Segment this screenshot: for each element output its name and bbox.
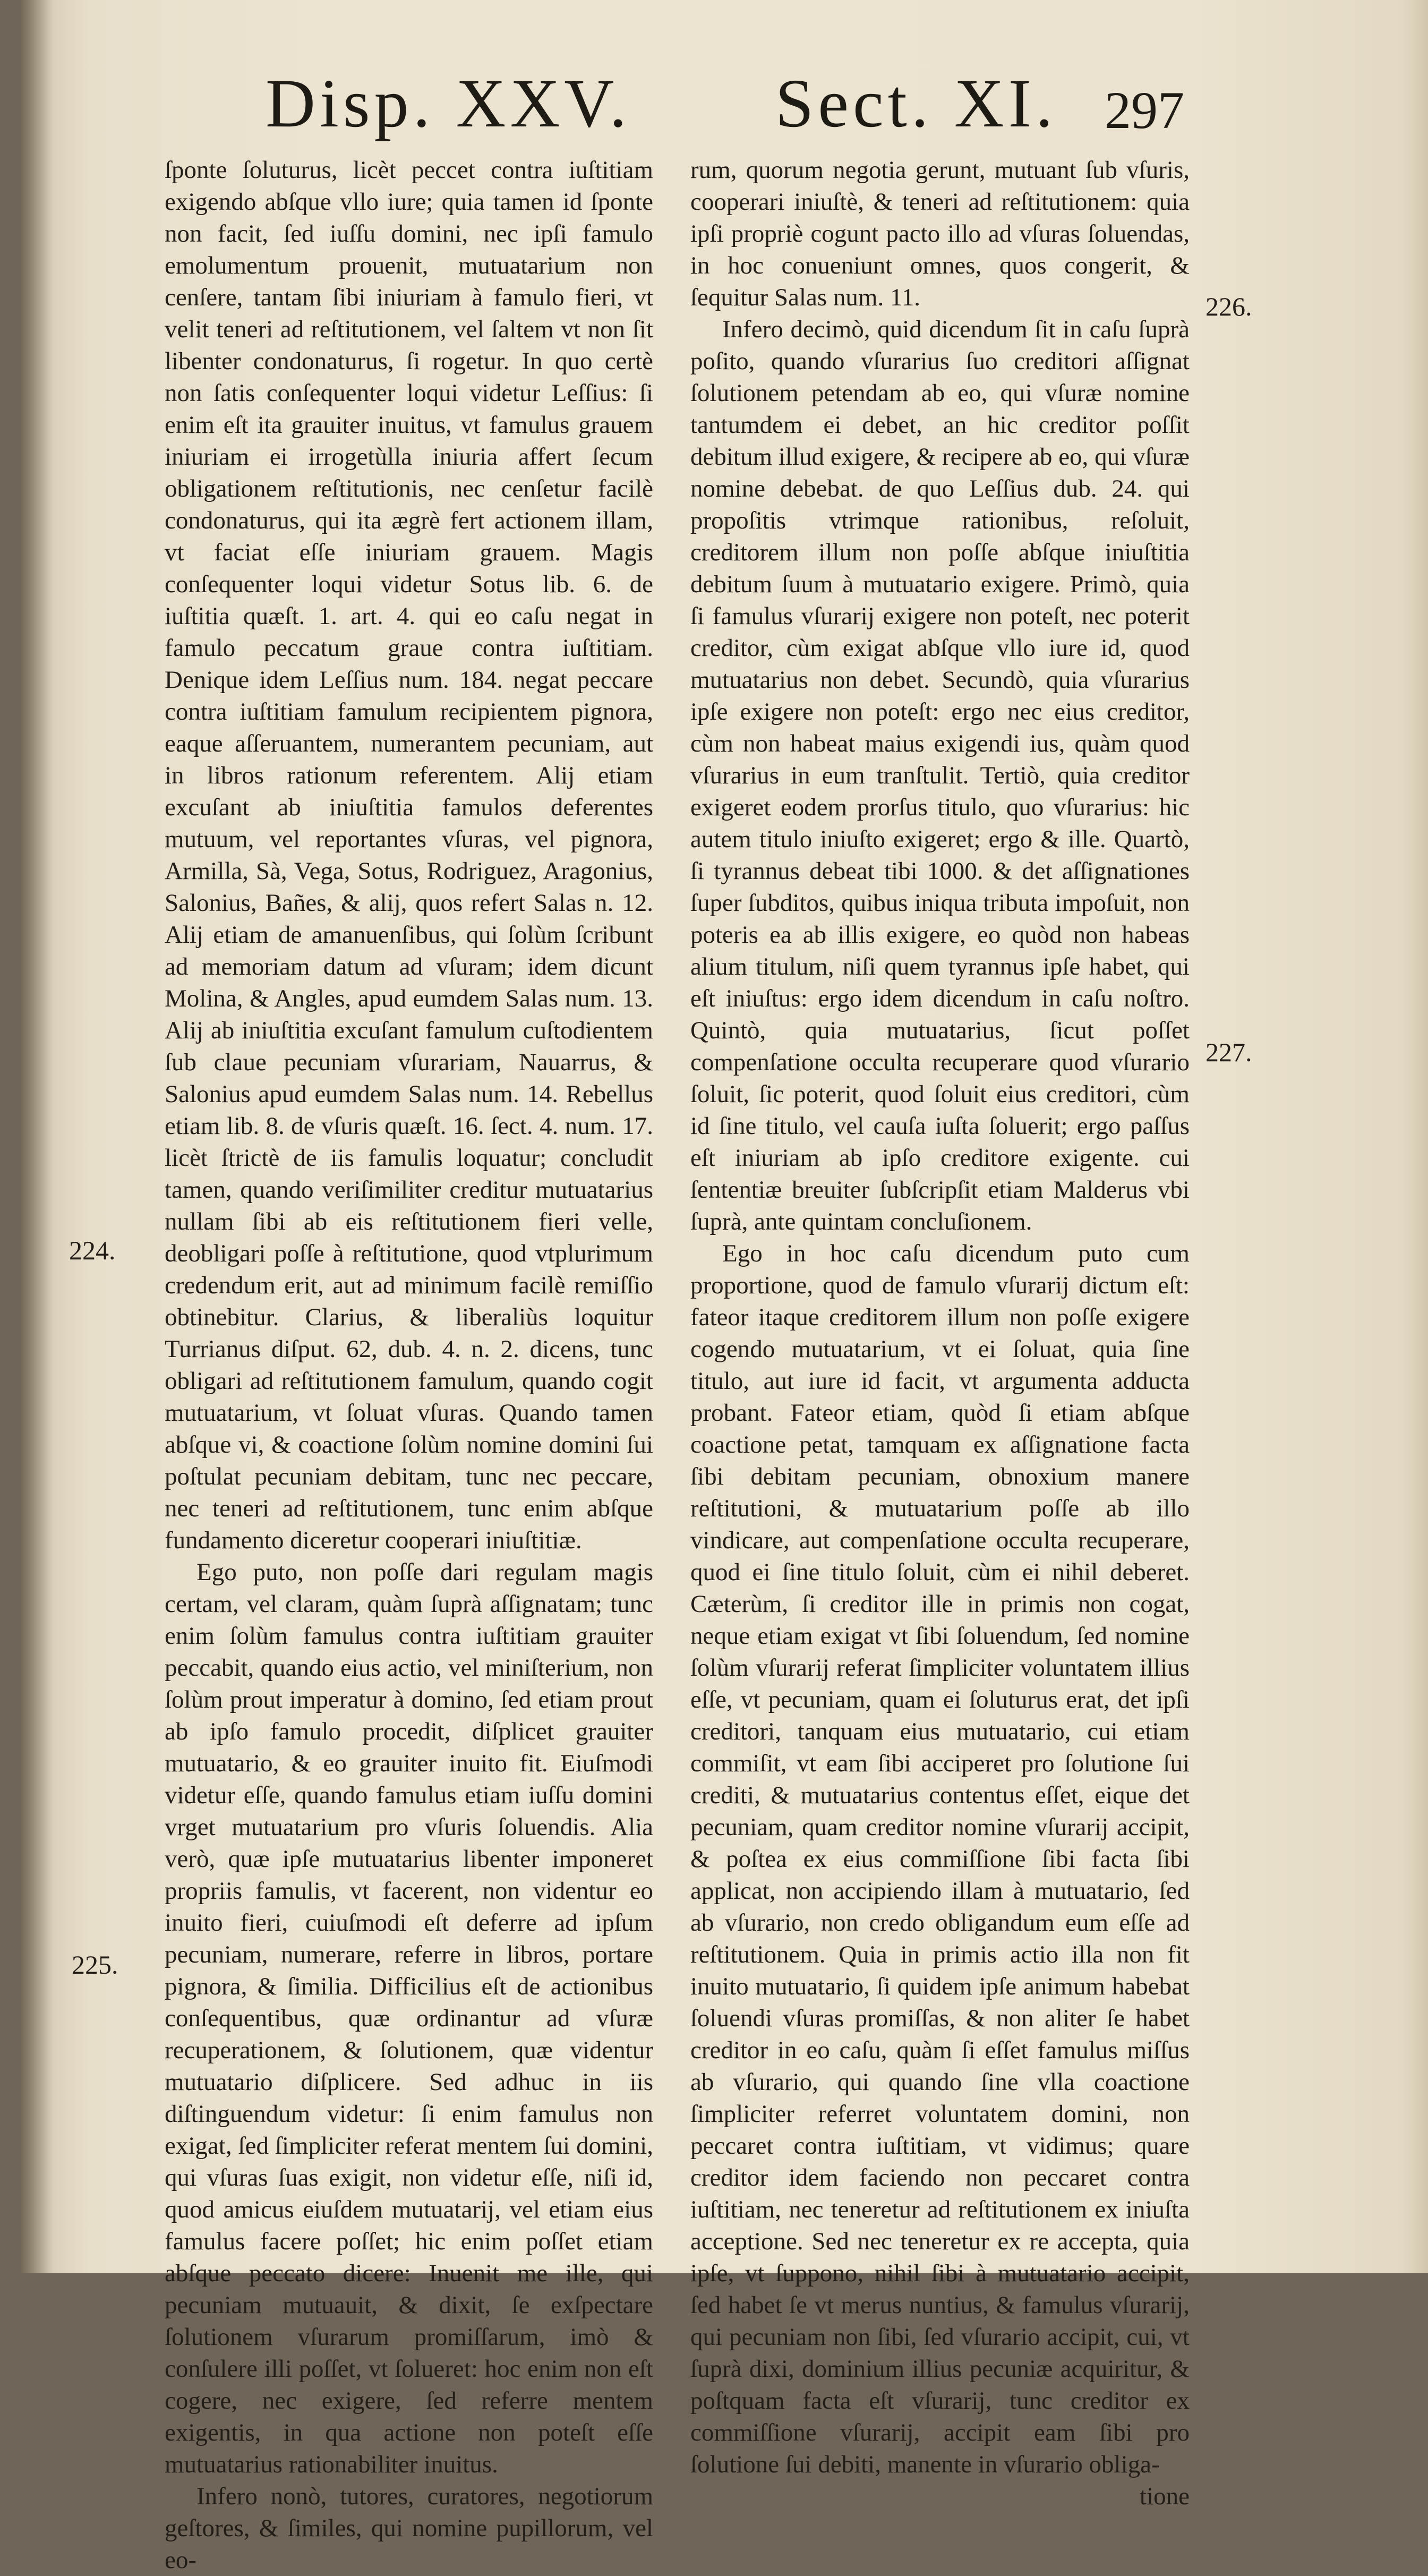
right-paragraph-2: Infero decimò, quid dicendum ſit in caſu ſuprà poſito, quando vſurarius ſuo creditori aſſignat ſolutionem petendam ab eo, qui vſuræ nomine tantumdem ei debet, an hic creditor poſſit debitum illud exigere, & recipere ab eo, qui vſuræ nomine debebat. de quo Leſſius dub. 24. qui propoſitis vtrimque rationibus, reſoluit, creditorem illum non poſſe abſque iniuſtitia debitum ſuum à mutuatario exigere. Primò, quia ſi famulus vſurarij exigere non poteſt, nec poterit creditor, cùm exigat abſque vllo iure id, quod mutuatarius non debet. Secundò, quia vſurarius ipſe exigere non poteſt: ergo nec eius creditor, cùm non habeat maius exigendi ius, quàm quod vſurarius in eum tranſtulit. Tertiò, quia creditor exigeret eodem prorſus titulo, quo vſurarius: hic autem titulo iniuſto exigeret; ergo & ille. Quartò, ſi tyrannus debeat tibi 1000. & det aſſignationes ſuper ſubditos, quibus iniqua tributa impoſuit, non poteris ea ab illis exigere, eo quòd non habeas alium titulum, niſi quem tyrannus ipſe habet, qui eſt iniuſtus: ergo idem dicendum in caſu noſtro. Quintò, quia mutuatarius, ſicut poſſet compenſatione occulta recuperare quod vſurario ſoluit, ſic poterit, quod ſoluit eius creditori, cùm id ſine titulo, vel cauſa iuſta ſoluerit; ergo paſſus eſt iniuriam ab ipſo creditore exigente. cui ſententiæ breuiter ſubſcripſit etiam Malderus vbi ſuprà, ante quintam concluſionem. bbox=[690, 315, 1190, 1235]
right-column bbox=[690, 154, 1190, 2512]
running-head-section: Sect. XI. bbox=[775, 65, 1057, 142]
margin-number-225: 225. bbox=[72, 1950, 118, 1980]
left-paragraph-1: ſponte ſoluturus, licèt peccet contra iuſtitiam exigendo abſque vllo iure; quia tamen id ſponte non facit, ſed iuſſu domini, nec ipſi famulo emolumentum prouenit, mutuatarium non cenſere, tantam ſibi iniuriam à famulo fieri, vt velit teneri ad reſtitutionem, vel ſaltem vt non ſit libenter condonaturus, ſi rogetur. In quo certè non ſatis conſequenter loqui videtur Leſſius: ſi enim eſt ita grauiter inuitus, vt famulus grauem iniuriam ei irrogetùlla iniuria affert ſecum obligationem reſtitutionis, nec cenſetur facilè condonaturus, qui ita ægrè fert actionem illam, vt faciat eſſe iniuriam grauem. Magis conſequenter loqui videtur Sotus lib. 6. de iuſtitia quæſt. 1. art. 4. qui eo caſu negat in famulo peccatum graue contra iuſtitiam. Denique idem Leſſius num. 184. negat peccare contra iuſtitiam famulum recipientem pignora, eaque aſſeruantem, numerantem pecuniam, aut in libros rationum referentem. Alij etiam excuſant ab iniuſtitia famulos deferentes mutuum, vel reportantes vſuras, vel pignora, Armilla, Sà, Vega, Sotus, Rodriguez, Aragonius, Salonius, Bañes, & alij, quos refert Salas n. 12. Alij etiam de amanuenſibus, qui ſolùm ſcribunt ad memoriam datum ad vſuram; idem dicunt Molina, & Angles, apud eumdem Salas num. 13. Alij ab iniuſtitia excuſant famulum cuſtodientem ſub claue pecuniam vſurariam, Nauarrus, & Salonius apud eumdem Salas num. 14. Rebellus etiam lib. 8. de vſuris quæſt. 16. ſect. 4. num. 17. licèt ſtrictè de iis famulis loquatur; concludit tamen, quando veriſimiliter creditur mutuatarius nullam ſibi ab eis reſtitutionem fieri velle, deobligari poſſe à reſtitutione, quod vtplurimum credendum erit, aut ad minimum facilè remiſſio obtinebitur. Clarius, & liberaliùs loquitur Turrianus diſput. 62, dub. 4. n. 2. dicens, tunc obligari ad reſtitutionem famulum, quando cogit mutuatarium, vt ſoluat vſuras. Quando tamen abſque vi, & coactione ſolùm nomine domini ſui poſtulat pecuniam debitam, tunc nec peccare, nec teneri ad reſtitutionem, tunc enim abſque fundamento diceretur cooperari iniuſtitiæ. bbox=[165, 156, 653, 1554]
left-paragraph-3: Infero nonò, tutores, curatores, negotiorum geſtores, & ſimiles, qui nomine pupillorum, vel eo- bbox=[165, 2483, 653, 2574]
right-paragraph-3: Ego in hoc caſu dicendum puto cum proportione, quod de famulo vſurarij dictum eſt: fateor itaque creditorem illum non poſſe exigere cogendo mutuatarium, vt ei ſoluat, quia ſine titulo, aut iure id facit, vt argumenta adducta probant. Fateor etiam, quòd ſi etiam abſque coactione petat, tamquam ex aſſignatione facta ſibi debitam pecuniam, obnoxium manere reſtitutioni, & mutuatarium poſſe ab illo vindicare, aut compenſatione occulta recuperare, quod ei ſine titulo ſoluit, cùm ei nihil deberet. Cæterùm, ſi creditor ille in primis non cogat, neque etiam exigat vt ſibi ſoluendum, ſed nomine ſolùm vſurarij referat ſimpliciter voluntatem illius eſſe, vt pecuniam, quam ei ſoluturus erat, det ipſi creditori, tanquam eius mutuatario, cui etiam commiſit, vt eam ſibi acciperet pro ſolutione ſui crediti, & mutuatarius contentus eſſet, eique det pecuniam, quam creditor nomine vſurarij accipit, & poſtea ex eius commiſſione ſibi facta ſibi applicat, non accipiendo illam à mutuatario, ſed ab vſurario, non credo obligandum eum eſſe ad reſtitutionem. Quia in primis actio illa non fit inuito mutuatario, ſi quidem ipſe animum habebat ſoluendi vſuras promiſſas, & non aliter ſe habet creditor in eo caſu, quàm ſi eſſet famulus miſſus ab vſurario, qui quando ſine vlla coactione ſimpliciter referret voluntatem domini, non peccaret contra iuſtitiam, vt vidimus; quare creditor idem faciendo non peccaret contra iuſtitiam, nec teneretur ad reſtitutionem ex iniuſta acceptione. Sed nec teneretur ex re accepta, quia ipſe, vt ſuppono, nihil ſibi à mutuatario accipit, ſed habet ſe vt merus nuntius, & famulus vſurarij, qui pecuniam non ſibi, ſed vſurario accipit, cui, vt ſuprà dixi, dominium illius pecuniæ acquiritur, & poſtquam facta eſt vſurarij, tunc creditor ex commiſſione vſurarij, accipit eam ſibi pro ſolutione ſui debiti, manente in vſurario obliga- bbox=[690, 1240, 1190, 2478]
running-head-disputation: Disp. XXV. bbox=[266, 65, 631, 142]
right-paragraph-1: rum, quorum negotia gerunt, mutuant ſub vſuris, cooperari iniuſtè, & teneri ad reſtitutionem: quia ipſi propriè cogunt pacto illo ad vſuras ſoluendas, in hoc conueniunt omnes, quos congerit, & ſequitur Salas num. 11. bbox=[690, 156, 1190, 311]
left-paragraph-2: Ego puto, non poſſe dari regulam magis certam, vel claram, quàm ſuprà aſſignatam; tunc enim ſolùm famulus contra iuſtitiam grauiter peccabit, quando eius actio, vel miniſterium, non ſolùm prout imperatur à domino, ſed etiam prout ab ipſo famulo procedit, diſplicet grauiter mutuatario, & eo grauiter inuito fit. Eiuſmodi videtur eſſe, quando famulus etiam iuſſu domini vrget mutuatarium pro vſuris ſoluendis. Alia verò, quæ ipſe mutuatarius libenter imponeret propriis famulis, vt facerent, non videntur eo inuito fieri, cuiuſmodi eſt deferre ad ipſum pecuniam, numerare, referre in libros, portare pignora, & ſimilia. Difficilius eſt de actionibus conſequentibus, quæ ordinantur ad vſuræ recuperationem, & ſolutionem, quæ videntur mutuatario diſplicere. Sed adhuc in iis diſtinguendum videtur: ſi enim famulus non exigat, ſed ſimpliciter referat mentem ſui domini, qui vſuras ſuas exigit, non videtur eſſe, niſi id, quod amicus eiuſdem mutuatarij, vel etiam eius famulus facere poſſet; hic enim poſſet etiam abſque peccato dicere: Inuenit me ille, qui pecuniam mutuauit, & dixit, ſe exſpectare ſolutionem vſurarum promiſſarum, imò & conſulere illi poſſet, vt ſolueret: hoc enim non eſt cogere, nec exigere, ſed referre mentem exigentis, in qua actione non poteſt eſſe mutuatarius rationabiliter inuitus. bbox=[165, 1558, 653, 2478]
gutter-shadow bbox=[21, 0, 53, 2273]
page-number: 297 bbox=[1105, 81, 1184, 140]
margin-number-227: 227. bbox=[1205, 1037, 1252, 1067]
right-catchword: tione bbox=[1140, 2483, 1190, 2510]
left-column bbox=[165, 154, 653, 2576]
margin-number-224: 224. bbox=[69, 1235, 116, 1265]
margin-number-226: 226. bbox=[1205, 292, 1252, 321]
book-page bbox=[21, 0, 1428, 2574]
